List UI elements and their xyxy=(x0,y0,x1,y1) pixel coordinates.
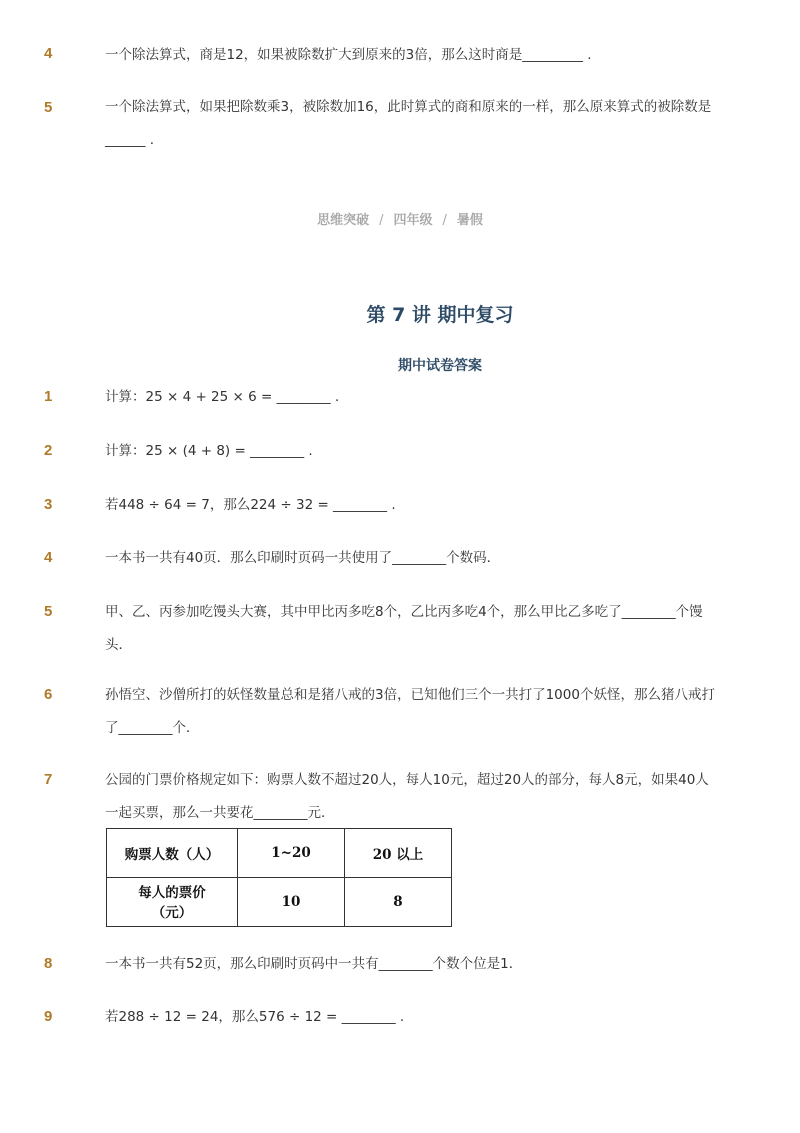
table-cell: 1~20 xyxy=(238,829,345,878)
question-number: 5 xyxy=(44,99,53,116)
header-series: 思维突破 xyxy=(317,213,370,228)
question-text: 一本书一共有52页，那么印刷时页码中一共有________个数个位是1． xyxy=(105,956,523,972)
page-header xyxy=(0,209,800,228)
table-cell: 10 xyxy=(238,878,345,927)
question-number: 4 xyxy=(44,549,53,566)
question-number: 2 xyxy=(44,442,53,459)
page-title: 第 7 讲 期中复习 xyxy=(366,304,514,326)
question-number: 4 xyxy=(44,45,53,62)
ticket-price-table xyxy=(106,828,452,927)
table-row-unit: （元） xyxy=(151,905,193,921)
question-text: 一个除法算式，如果把除数乘3，被除数加16，此时算式的商和原来的一样，那么原来算式的被除数是______ . xyxy=(105,99,712,148)
section-subtitle: 期中试卷答案 xyxy=(398,358,482,374)
question-number: 1 xyxy=(44,388,53,405)
question-number: 5 xyxy=(44,603,53,620)
table-cell: 购票人数（人） xyxy=(107,829,238,878)
question-number: 3 xyxy=(44,496,53,513)
question-number: 9 xyxy=(44,1008,53,1025)
question-number: 6 xyxy=(44,686,53,703)
question-text: 孙悟空、沙僧所打的妖怪数量总和是猪八戒的3倍，已知他们三个一共打了1000个妖怪，那么猪八戒打了________个． xyxy=(105,687,715,736)
header-separator: / xyxy=(379,213,384,228)
table-cell: 8 xyxy=(345,878,452,927)
question-text: 公园的门票价格规定如下：购票人数不超过20人，每人10元，超过20人的部分，每人8元，如果40人一起买票，那么一共要花________元． xyxy=(105,772,709,821)
question-number: 7 xyxy=(44,771,53,788)
question-text: 一个除法算式，商是12，如果被除数扩大到原来的3倍，那么这时商是_________ . xyxy=(105,47,592,63)
question-text: 计算：25 × (4 + 8) = ________ . xyxy=(105,443,313,459)
question-text: 甲、乙、丙参加吃馒头大赛，其中甲比丙多吃8个，乙比丙多吃4个，那么甲比乙多吃了________个馒头． xyxy=(105,604,703,653)
header-grade: 四年级 xyxy=(393,213,433,228)
question-text: 一本书一共有40页．那么印刷时页码一共使用了________个数码． xyxy=(105,550,501,566)
header-term: 暑假 xyxy=(456,213,483,228)
table-row-label: 每人的票价 xyxy=(138,885,206,901)
question-text: 若288 ÷ 12 = 24，那么576 ÷ 12 = ________ . xyxy=(105,1009,405,1025)
question-text: 计算：25 × 4 + 25 × 6 = ________ . xyxy=(105,389,340,405)
question-text: 若448 ÷ 64 = 7，那么224 ÷ 32 = ________ . xyxy=(105,497,396,513)
question-number: 8 xyxy=(44,955,53,972)
table-cell: 20 以上 xyxy=(345,829,452,878)
header-separator: / xyxy=(442,213,447,228)
table-cell xyxy=(107,878,238,927)
